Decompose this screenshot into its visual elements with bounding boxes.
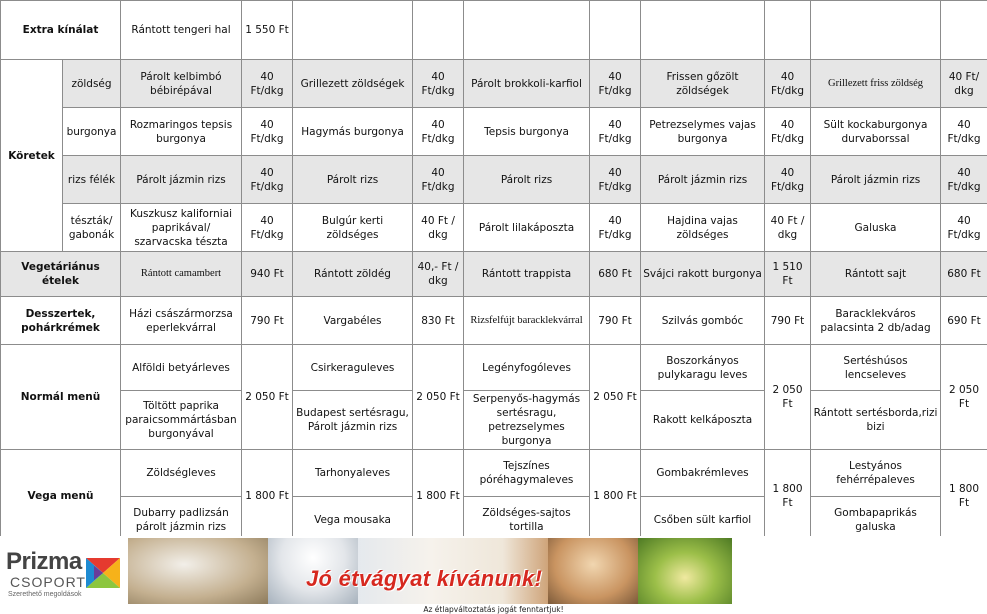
main-dish-name: Dubarry padlizsán párolt jázmin rizs [121,497,242,543]
logo-tagline: Szerethető megoldások [8,591,82,598]
logo-name: Prizma [6,548,82,576]
normal-menu-soup-row [1,345,987,391]
empty-cell [413,1,464,60]
menu-price: 2 050 Ft [413,345,464,450]
dish-name: Galuska [811,204,941,252]
dish-price: 40 Ft / dkg [413,204,464,252]
footer-notice: Az étlapváltoztatás jogát fenntartjuk! [0,605,987,614]
dish-price: 40 Ft/dkg [765,108,811,156]
dish-price: 40 Ft/dkg [941,204,987,252]
dish-price: 40 Ft/dkg [413,156,464,204]
dish-price: 40 Ft/ dkg [941,60,987,108]
dish-name: Hagymás burgonya [293,108,413,156]
dish-name: Bulgúr kerti zöldséges [293,204,413,252]
dish-price: 40,- Ft / dkg [413,252,464,297]
dish-name: Párolt jázmin rizs [121,156,242,204]
dish-name: Vargabéles [293,297,413,345]
soup-name: Csirkeraguleves [293,345,413,391]
dish-name: Párolt lilakáposzta [464,204,590,252]
main-dish-name: Serpenyős-hagymás sertésragu, petrezselymes burgonya [464,391,590,450]
dish-price: 40 Ft/dkg [590,108,641,156]
dish-price: 680 Ft [941,252,987,297]
soup-name: Tejszínes póréhagymaleves [464,450,590,497]
dish-name: Grillezett zöldségek [293,60,413,108]
dish-name: Házi császármorzsa eperlekvárral [121,297,242,345]
empty-cell [293,1,413,60]
empty-cell [941,1,987,60]
sub-category: tészták/ gabonák [63,204,121,252]
category-extra: Extra kínálat [1,1,121,60]
dish-price: 790 Ft [765,297,811,345]
dish-price: 830 Ft [413,297,464,345]
main-dish-name: Zöldséges-sajtos tortilla [464,497,590,543]
vega-menu-soup-row [1,450,987,497]
sub-category: rizs félék [63,156,121,204]
menu-price: 2 050 Ft [765,345,811,450]
koretek-row-rizs [1,156,987,204]
main-dish-name: Vega mousaka [293,497,413,543]
dish-price: 40 Ft/dkg [242,204,293,252]
dish-price: 40 Ft/dkg [590,60,641,108]
dish-price: 680 Ft [590,252,641,297]
dish-price: 40 Ft/dkg [941,108,987,156]
soup-name: Boszorkányos pulykaragu leves [641,345,765,391]
dish-price: 40 Ft/dkg [413,108,464,156]
category-vegetarianus: Vegetáriánus ételek [1,252,121,297]
vegetarianus-row [1,252,987,297]
dish-name: Rántott trappista [464,252,590,297]
empty-cell [641,1,765,60]
menu-price: 1 800 Ft [242,450,293,543]
dish-price: 40 Ft/dkg [765,156,811,204]
dish-price: 40 Ft/dkg [590,156,641,204]
soup-name: Sertéshúsos lencseleves [811,345,941,391]
main-dish-name: Budapest sertésragu, Párolt jázmin rizs [293,391,413,450]
empty-cell [464,1,590,60]
empty-cell [811,1,941,60]
dish-price: 40 Ft/dkg [242,156,293,204]
main-dish-name: Töltött paprika paraicsommártásban burgonyával [121,391,242,450]
extra-item: Rántott tengeri hal [121,1,242,60]
main-dish-name: Csőben sült karfiol [641,497,765,543]
empty-cell [590,1,641,60]
dish-name: Rizsfelfújt baracklekvárral [464,297,590,345]
dish-price: 1 510 Ft [765,252,811,297]
dish-name: Baracklekváros palacsinta 2 db/adag [811,297,941,345]
menu-price: 2 050 Ft [590,345,641,450]
dish-name: Párolt rizs [464,156,590,204]
menu-price: 2 050 Ft [242,345,293,450]
prizma-logo [6,544,126,604]
logo-sub: CSOPORT [10,574,86,590]
dish-price: 40 Ft/dkg [413,60,464,108]
soup-name: Legényfogóleves [464,345,590,391]
dish-name: Rántott camambert [121,252,242,297]
dish-name: Kuszkusz kaliforniai paprikával/ szarvacska tészta [121,204,242,252]
dish-price: 940 Ft [242,252,293,297]
prism-logo-icon [86,556,120,590]
dish-name: Rántott sajt [811,252,941,297]
main-dish-name: Rakott kelkáposzta [641,391,765,450]
dish-name: Petrezselymes vajas burgonya [641,108,765,156]
banner-slogan: Jó étvágyat kívánunk! [306,566,542,592]
sub-category: burgonya [63,108,121,156]
koretek-row-burgonya [1,108,987,156]
dish-price: 790 Ft [242,297,293,345]
sub-category: zöldség [63,60,121,108]
normal-menu-main-row [1,391,987,450]
menu-price: 2 050 Ft [941,345,987,450]
dish-name: Svájci rakott burgonya [641,252,765,297]
footer [0,536,987,613]
soup-name: Alföldi betyárleves [121,345,242,391]
dish-name: Sült kockaburgonya durvaborssal [811,108,941,156]
dish-price: 40 Ft/dkg [242,108,293,156]
main-dish-name: Rántott sertésborda,rizi bizi [811,391,941,450]
dish-price: 40 Ft/dkg [242,60,293,108]
dish-price: 40 Ft/dkg [765,60,811,108]
dish-price: 690 Ft [941,297,987,345]
dish-name: Párolt jázmin rizs [641,156,765,204]
koretek-row-tesztak [1,204,987,252]
desszertek-row [1,297,987,345]
dish-name: Tepsis burgonya [464,108,590,156]
extra-price: 1 550 Ft [242,1,293,60]
dish-name: Rozmaringos tepsis burgonya [121,108,242,156]
dish-price: 40 Ft/dkg [941,156,987,204]
dish-price: 40 Ft/dkg [590,204,641,252]
dish-price: 40 Ft / dkg [765,204,811,252]
dish-name: Párolt brokkoli-karfiol [464,60,590,108]
category-desszertek: Desszertek, pohárkrémek [1,297,121,345]
koretek-row-zoldseg [1,60,987,108]
dish-name: Hajdina vajas zöldséges [641,204,765,252]
soup-name: Zöldségleves [121,450,242,497]
empty-cell [765,1,811,60]
soup-name: Lestyános fehérrépaleves [811,450,941,497]
dish-name: Rántott zöldég [293,252,413,297]
category-koretek: Köretek [1,60,63,252]
category-normal-menu: Normál menü [1,345,121,450]
dish-name: Párolt kelbimbó bébirépával [121,60,242,108]
menu-price: 1 800 Ft [765,450,811,543]
dish-name: Grillezett friss zöldség [811,60,941,108]
soup-name: Tarhonyaleves [293,450,413,497]
dish-price: 790 Ft [590,297,641,345]
soup-name: Gombakrémleves [641,450,765,497]
main-dish-name: Gombapaprikás galuska [811,497,941,543]
menu-price: 1 800 Ft [590,450,641,543]
category-vega-menu: Vega menü [1,450,121,543]
dish-name: Párolt rizs [293,156,413,204]
dish-name: Frissen gőzölt zöldségek [641,60,765,108]
extra-row [1,1,987,60]
food-banner-image [128,538,732,604]
dish-name: Szilvás gombóc [641,297,765,345]
menu-price: 1 800 Ft [941,450,987,543]
menu-price: 1 800 Ft [413,450,464,543]
dish-name: Párolt jázmin rizs [811,156,941,204]
